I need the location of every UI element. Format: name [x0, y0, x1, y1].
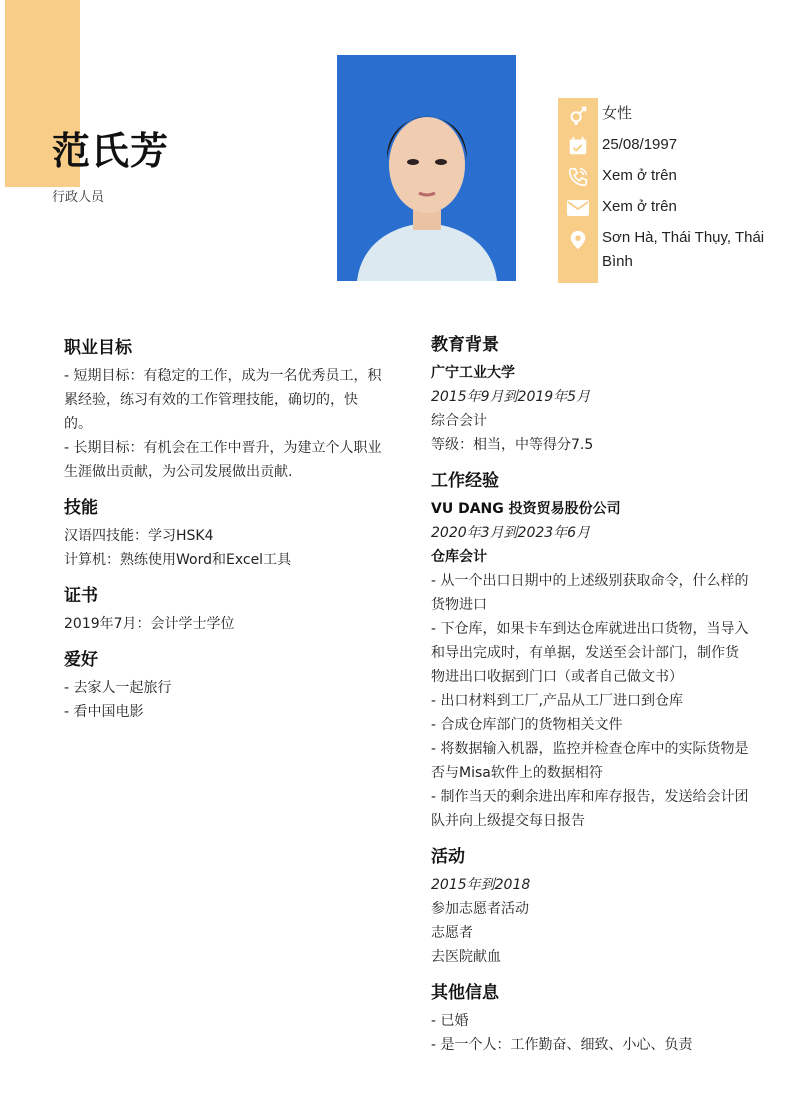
objective-line: - 短期目标：有稳定的工作，成为一名优秀员工，积累经验，练习有效的工作管理技能，确切的，快的。: [64, 368, 382, 432]
birthdate-value: 25/08/1997: [602, 136, 678, 153]
gender-value: 女性: [602, 105, 633, 122]
contact-gender: [558, 102, 632, 126]
skill-line: 计算机：熟练使用Word和Excel工具: [64, 552, 292, 568]
work-duty: - 将数据输入机器，监控并检查仓库中的实际货物是否与Misa软件上的数据相符: [431, 741, 749, 781]
school-name: 广宁工业大学: [431, 365, 515, 381]
contact-address: [558, 226, 777, 274]
work-duty: - 从一个出口日期中的上述级别获取命令，什么样的货物进口: [431, 573, 749, 613]
address-value: Sơn Hà, Thái Thụy, Thái Bình: [602, 229, 765, 270]
hobby-line: - 看中国电影: [64, 704, 144, 720]
certificate-line: 2019年7月：会计学士学位: [64, 616, 235, 632]
contact-birthdate: [558, 133, 677, 157]
work-duty: - 制作当天的剩余进出库和库存报告，发送给会计团队并向上级提交每日报告: [431, 789, 749, 829]
objective-line: - 长期目标：有机会在工作中晋升，为建立个人职业生涯做出贡献，为公司发展做出贡献.: [64, 440, 382, 480]
section-hobbies: [64, 648, 384, 724]
work-position: 仓库会计: [431, 549, 487, 565]
gender-icon: [567, 104, 589, 126]
section-title: 工作经验: [431, 471, 499, 491]
section-certificates: [64, 584, 384, 636]
activity-line: 参加志愿者活动: [431, 901, 529, 917]
contact-email: [558, 195, 677, 219]
section-title: 教育背景: [431, 335, 499, 355]
section-title: 证书: [64, 586, 98, 606]
section-title: 职业目标: [64, 338, 132, 358]
candidate-name: 范氏芳: [52, 129, 170, 173]
work-duty: - 出口材料到工厂,产品从工厂进口到仓库: [431, 693, 683, 709]
email-icon: [566, 197, 590, 219]
activities-period: 2015年到2018: [431, 877, 531, 893]
right-column: [431, 333, 751, 1069]
education-grade: 等级：相当，中等得分7.5: [431, 437, 594, 453]
section-title: 爱好: [64, 650, 98, 670]
section-title: 技能: [64, 498, 98, 518]
hobby-line: - 去家人一起旅行: [64, 680, 172, 696]
education-period: 2015年9月到2019年5月: [431, 389, 591, 405]
section-title: 其他信息: [431, 983, 499, 1003]
work-duty: - 下仓库，如果卡车到达仓库就进出口货物，当导入和导出完成时，有单据，发送至会计部门，制作货物进出口收据到门口（或者自己做文书）: [431, 621, 749, 685]
activity-line: 去医院献血: [431, 949, 501, 965]
left-column: [64, 336, 384, 736]
activity-line: 志愿者: [431, 925, 473, 941]
section-objective: [64, 336, 384, 484]
skill-line: 汉语四技能：学习HSK4: [64, 528, 214, 544]
company-name: VU DANG 投资贸易股份公司: [431, 501, 621, 517]
phone-value[interactable]: Xem ở trên: [602, 167, 677, 184]
work-period: 2020年3月到2023年6月: [431, 525, 591, 541]
section-activities: [431, 845, 751, 969]
section-education: [431, 333, 751, 457]
education-major: 综合会计: [431, 413, 487, 429]
profile-photo: [337, 55, 516, 281]
work-duty: - 合成仓库部门的货物相关文件: [431, 717, 623, 733]
calendar-icon: [567, 135, 589, 157]
section-title: 活动: [431, 847, 465, 867]
section-skills: [64, 496, 384, 572]
contact-phone: [558, 164, 677, 188]
other-info-line: - 是一个人：工作勤奋、细致、小心、负责: [431, 1037, 693, 1053]
email-value[interactable]: Xem ở trên: [602, 198, 677, 215]
other-info-line: - 已婚: [431, 1013, 469, 1029]
section-other-info: [431, 981, 751, 1057]
section-work: [431, 469, 751, 833]
candidate-role: 行政人员: [52, 190, 105, 205]
phone-icon: [567, 166, 589, 188]
location-pin-icon: [567, 228, 589, 252]
